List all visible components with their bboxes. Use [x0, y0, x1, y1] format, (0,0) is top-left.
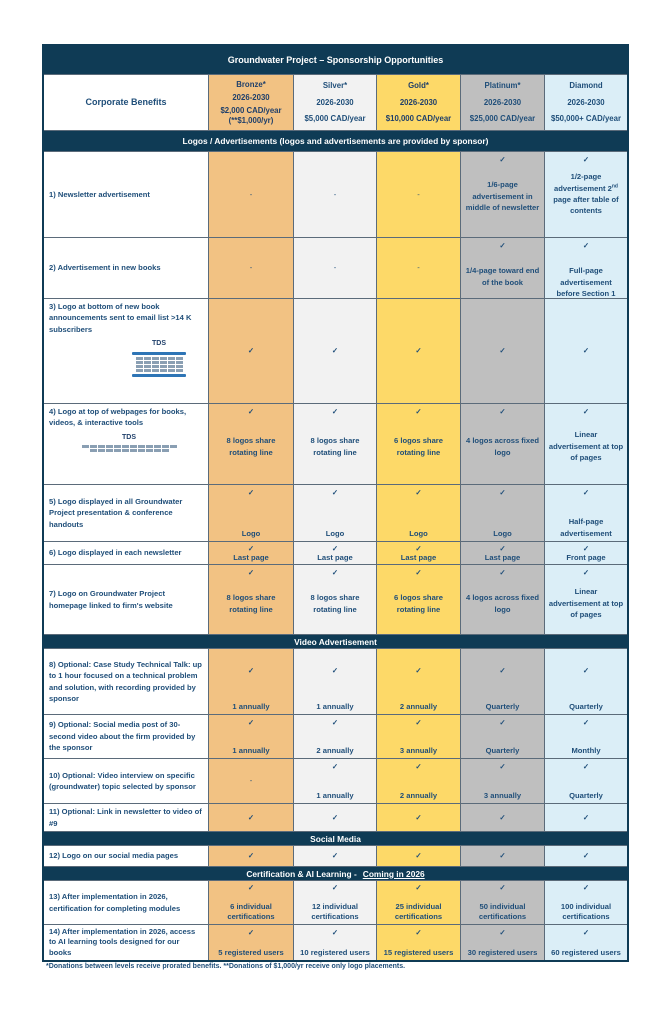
check-icon: ✓	[582, 762, 590, 771]
diamond-value: 1/2-page advertisement 2nd page after table of contents	[553, 172, 619, 216]
check-icon: ✓	[582, 346, 590, 356]
not-included-dash: -	[417, 263, 420, 273]
tier-bronze: Bronze* 2026-2030 $2,000 CAD/year (**$1,000/yr)	[208, 75, 293, 130]
check-icon: ✓	[247, 928, 255, 937]
webpage-logo-sample-image	[79, 433, 179, 453]
platinum-value: 1/6-page advertisement in middle of newsletter	[465, 180, 540, 213]
table-row	[44, 151, 627, 237]
check-icon: ✓	[499, 155, 506, 164]
row-label: 7) Logo on Groundwater Project homepage linked to firm's website	[44, 565, 208, 634]
check-icon: ✓	[582, 241, 590, 250]
check-icon: ✓	[247, 544, 255, 553]
table-row	[44, 803, 627, 831]
check-icon: ✓	[499, 928, 506, 937]
check-icon: ✓	[582, 544, 590, 553]
check-icon: ✓	[582, 851, 590, 861]
check-icon: ✓	[331, 762, 339, 771]
row-label: 12) Logo on our social media pages	[44, 846, 208, 866]
table-row	[44, 298, 627, 403]
not-included-dash: -	[249, 776, 253, 786]
row-label: 11) Optional: Link in newsletter to video of #9	[44, 804, 208, 831]
table-row: 4) Logo at top of webpages for books, videos, & interactive tools TDS ✓ 8 logos share rotating line ✓ 8 logos share rotating line ✓ 6 logos share rotating line ✓ 4 logos across fixed logo ✓ Linear advertisement at top of pages	[44, 403, 627, 484]
check-icon: ✓	[415, 718, 422, 727]
check-icon: ✓	[331, 544, 339, 553]
table-row: 5) Logo displayed in all Groundwater Project presentation & conference handouts ✓ Logo ✓ Logo ✓ Logo ✓ Logo ✓ Half-page advertisement	[44, 484, 627, 541]
check-icon: ✓	[499, 718, 506, 727]
tier-silver: Silver* 2026-2030 $5,000 CAD/year	[293, 75, 376, 130]
check-icon: ✓	[247, 488, 255, 497]
check-icon: ✓	[415, 851, 422, 861]
tier-platinum: Platinum* 2026-2030 $25,000 CAD/year	[460, 75, 544, 130]
check-icon: ✓	[582, 568, 590, 577]
row-label: 9) Optional: Social media post of 30-second video about the firm provided by the sponsor	[44, 715, 208, 758]
row-label: 4) Logo at top of webpages for books, videos, & interactive tools	[49, 407, 187, 428]
section-social: Social Media	[44, 831, 627, 845]
table-row	[44, 237, 627, 298]
check-icon: ✓	[415, 488, 422, 497]
tds-logo: TDS	[152, 340, 166, 348]
check-icon: ✓	[247, 666, 255, 675]
corporate-benefits-heading: Corporate Benefits	[44, 75, 208, 130]
check-icon: ✓	[499, 568, 506, 577]
check-icon: ✓	[331, 346, 339, 356]
row-label: 6) Logo displayed in each newsletter	[44, 542, 208, 564]
tier-header-row	[44, 74, 627, 130]
table-row: 6) Logo displayed in each newsletter ✓ Last page ✓ Last page ✓ Last page ✓ Last page ✓ Front page	[44, 541, 627, 564]
check-icon: ✓	[499, 346, 506, 356]
section-video: Video Advertisement	[44, 634, 627, 648]
row-label: 5) Logo displayed in all Groundwater Project presentation & conference handouts	[44, 485, 208, 541]
tier-gold: Gold* 2026-2030 $10,000 CAD/year	[376, 75, 460, 130]
check-icon: ✓	[415, 928, 422, 937]
check-icon: ✓	[499, 407, 506, 416]
check-icon: ✓	[415, 666, 422, 675]
check-icon: ✓	[331, 488, 339, 497]
tds-logo: TDS	[122, 433, 136, 441]
check-icon: ✓	[582, 928, 590, 937]
check-icon: ✓	[582, 155, 590, 164]
check-icon: ✓	[499, 812, 506, 822]
check-icon: ✓	[415, 346, 422, 356]
check-icon: ✓	[582, 407, 590, 416]
row-label: 14) After implementation in 2026, access to AI learning tools designed for our books	[44, 925, 208, 960]
check-icon: ✓	[499, 544, 506, 553]
table-row: 7) Logo on Groundwater Project homepage linked to firm's website ✓ 8 logos share rotating line ✓ 8 logos share rotating line ✓ 6 logos share rotating line ✓ 4 logos across fixed logo ✓ Linear advertisement at top of pages	[44, 564, 627, 634]
check-icon: ✓	[331, 812, 339, 822]
check-icon: ✓	[499, 851, 506, 861]
table-row: 9) Optional: Social media post of 30-second video about the firm provided by the sponsor ✓ 1 annually ✓ 2 annually ✓ 3 annually ✓ Quarterly ✓ Monthly	[44, 714, 627, 758]
check-icon: ✓	[582, 488, 590, 497]
check-icon: ✓	[582, 666, 590, 675]
check-icon: ✓	[331, 851, 339, 861]
check-icon: ✓	[415, 812, 422, 822]
sponsorship-table	[42, 44, 629, 962]
email-logo-sample-image	[131, 339, 187, 377]
check-icon: ✓	[247, 851, 255, 861]
check-icon: ✓	[247, 568, 255, 577]
not-included-dash: -	[249, 189, 253, 199]
not-included-dash: -	[249, 263, 253, 273]
row-label: 13) After implementation in 2026, certification for completing modules	[44, 881, 208, 924]
check-icon: ✓	[415, 762, 422, 771]
not-included-dash: -	[417, 189, 420, 199]
check-icon: ✓	[331, 666, 339, 675]
check-icon: ✓	[582, 883, 590, 892]
check-icon: ✓	[331, 718, 339, 727]
diamond-value: Full-page advertisement before Section 1	[556, 266, 616, 299]
check-icon: ✓	[582, 718, 590, 727]
not-included-dash: -	[333, 263, 337, 273]
section-certification: Certification & AI Learning - Coming in 2026	[44, 866, 627, 880]
check-icon: ✓	[331, 928, 339, 937]
check-icon: ✓	[331, 407, 339, 416]
check-icon: ✓	[247, 346, 255, 356]
platinum-value: 1/4-page toward end of the book	[465, 266, 540, 287]
table-row	[44, 845, 627, 866]
table-row: 10) Optional: Video interview on specific (groundwater) topic selected by sponsor - ✓ 1 annually ✓ 2 annually ✓ 3 annually ✓ Quarterly	[44, 758, 627, 803]
check-icon: ✓	[499, 762, 506, 771]
tier-diamond: Diamond 2026-2030 $50,000+ CAD/year	[544, 75, 627, 130]
row-label: 8) Optional: Case Study Technical Talk: up to 1 hour focused on a technical problem and solution, with recording provided by sponsor	[44, 649, 208, 714]
table-title: Groundwater Project – Sponsorship Opportunities	[44, 46, 627, 74]
check-icon: ✓	[247, 812, 255, 822]
check-icon: ✓	[499, 241, 506, 250]
check-icon: ✓	[499, 883, 506, 892]
check-icon: ✓	[247, 718, 255, 727]
not-included-dash: -	[333, 189, 337, 199]
table-row: 13) After implementation in 2026, certification for completing modules ✓ 6 individual certifications ✓ 12 individual certifications ✓ 25 individual certifications ✓ 50 individual certifications ✓ 100 individual certifications	[44, 880, 627, 924]
row-label: 2) Advertisement in new books	[44, 238, 208, 298]
check-icon: ✓	[247, 883, 255, 892]
check-icon: ✓	[499, 488, 506, 497]
check-icon: ✓	[415, 568, 422, 577]
table-row: 8) Optional: Case Study Technical Talk: up to 1 hour focused on a technical problem and solution, with recording provided by sponsor ✓ 1 annually ✓ 1 annually ✓ 2 annually ✓ Quarterly ✓ Quarterly	[44, 648, 627, 714]
row-label: 1) Newsletter advertisement	[44, 152, 208, 237]
row-label: 10) Optional: Video interview on specific (groundwater) topic selected by sponsor	[44, 759, 208, 803]
table-row: 14) After implementation in 2026, access to AI learning tools designed for our books ✓ 5 registered users ✓ 10 registered users ✓ 15 registered users ✓ 30 registered users ✓ 60 registered users	[44, 924, 627, 960]
footnote: *Donations between levels receive prorated benefits. **Donations of $1,000/yr receive only logo placements.	[46, 963, 406, 970]
check-icon: ✓	[415, 883, 422, 892]
check-icon: ✓	[331, 883, 339, 892]
check-icon: ✓	[582, 812, 590, 822]
row-label: 3) Logo at bottom of new book announcements sent to email list >14 K subscribers	[49, 302, 192, 334]
check-icon: ✓	[331, 568, 339, 577]
check-icon: ✓	[247, 407, 255, 416]
check-icon: ✓	[499, 666, 506, 675]
section-logos: Logos / Advertisements (logos and advertisements are provided by sponsor)	[44, 130, 627, 151]
check-icon: ✓	[415, 407, 422, 416]
check-icon: ✓	[415, 544, 422, 553]
